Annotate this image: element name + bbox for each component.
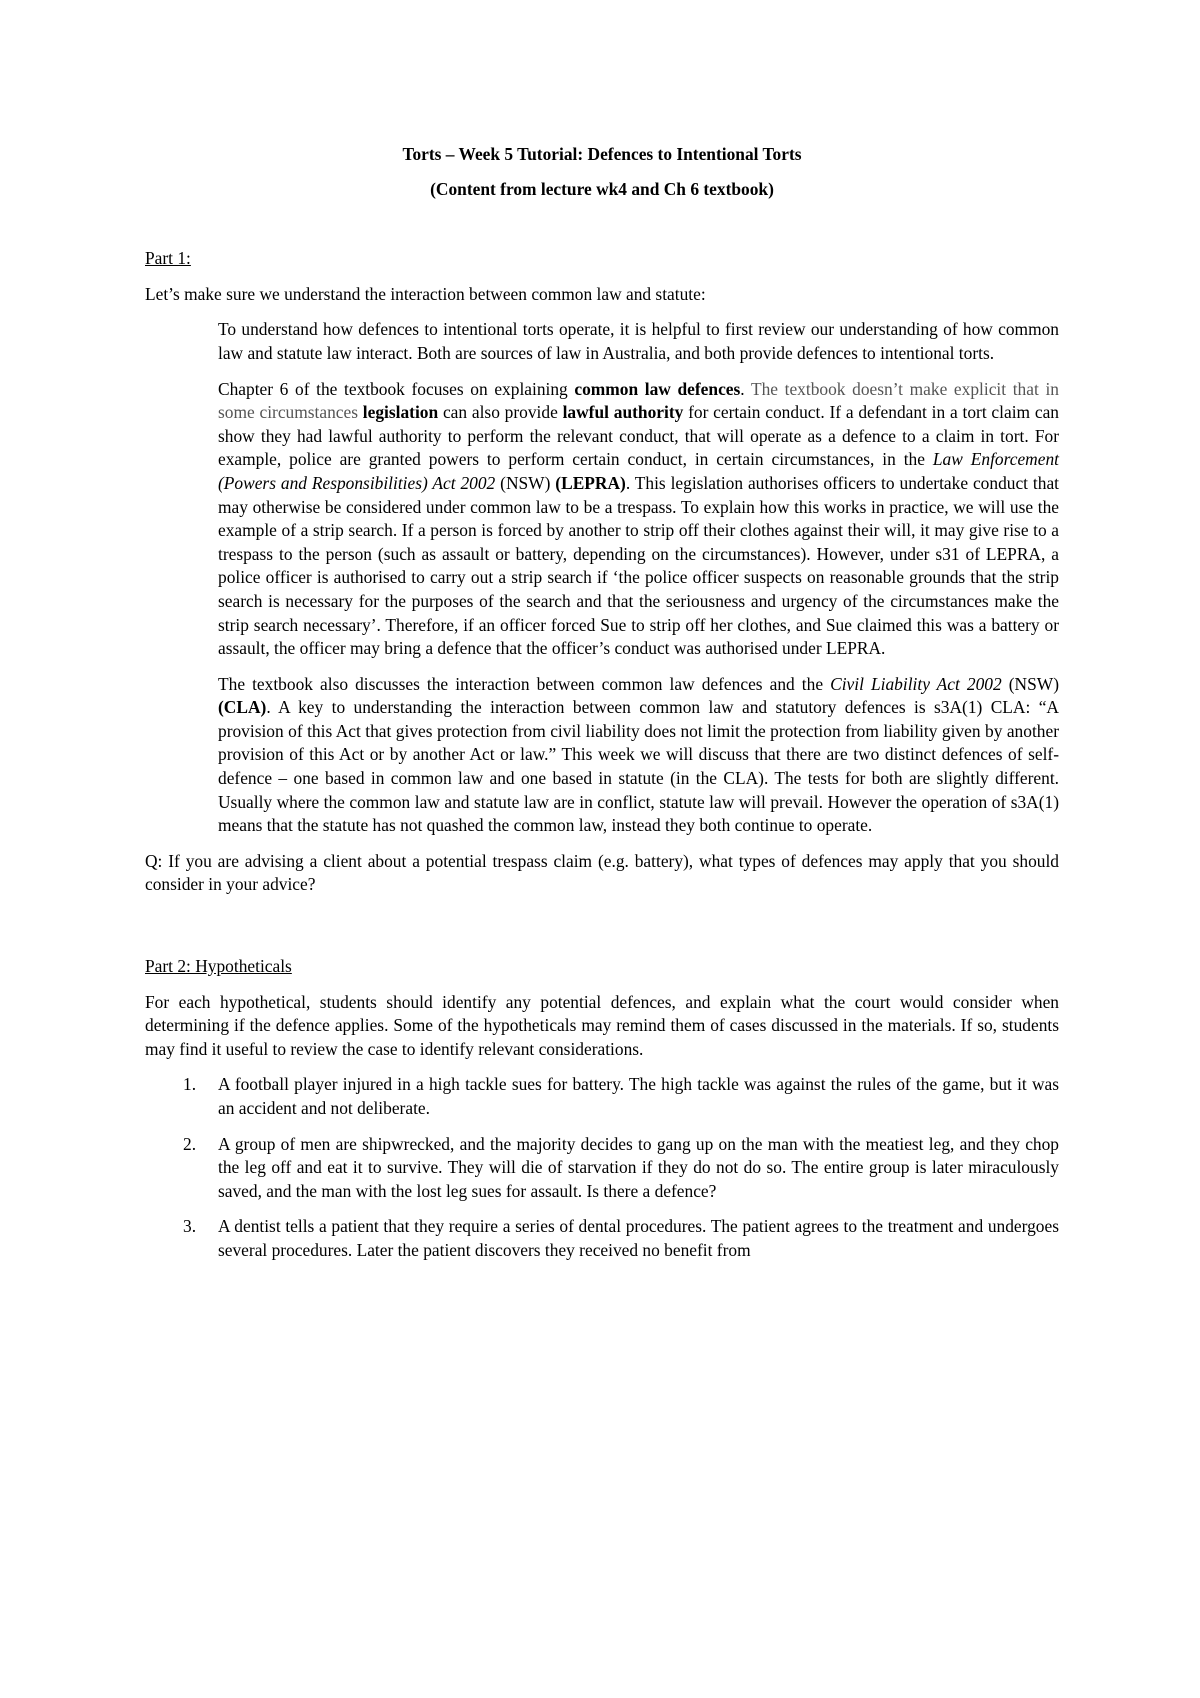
- list-item-text: A group of men are shipwrecked, and the majority decides to gang up on the man with the meatiest leg, and they chop the leg off and eat it to survive. They will die of starvation if they do not do so. The entire group is later miraculously saved, and the man with the lost leg sues for assault. Is there a defence?: [218, 1133, 1059, 1201]
- list-item: [145, 1215, 1059, 1262]
- para2-text-g: can also provide: [438, 402, 563, 423]
- para2-bold-lepra: (LEPRA): [555, 472, 626, 493]
- para3-text-c: (NSW): [1001, 673, 1059, 694]
- para2-italic-act-title: Law Enforcement (Powers and Responsibilities) Act 2002: [218, 449, 1059, 493]
- para3-italic-act-title: Civil Liability Act 2002: [830, 673, 1002, 694]
- part2-intro: For each hypothetical, students should identify any potential defences, and explain what the court would consider when determining if the defence applies. Some of the hypotheticals may remind them of cases discussed in the materials. If so, students may find it useful to review the case to identify relevant considerations.: [145, 991, 1059, 1059]
- list-item-number: 3.: [183, 1216, 197, 1237]
- para2-bold-legislation: legislation: [362, 402, 439, 423]
- para2-text-k: (NSW): [495, 472, 556, 493]
- part2-heading: Part 2: Hypotheticals: [145, 956, 292, 977]
- part1-paragraph-2: [218, 378, 1059, 661]
- hypotheticals-list: [145, 1073, 1059, 1262]
- para3-bold-cla: (CLA): [218, 697, 267, 718]
- list-item: [145, 1073, 1059, 1120]
- para2-text-i: for certain conduct. If a defendant in a tort claim can show they had lawful authority to perform the relevant conduct, that will operate as a defence to a claim in tort. For example, police are granted powers to perform certain conduct, in certain circumstances, in the: [218, 402, 1059, 470]
- para2-text-a: Chapter 6 of the textbook focuses on explaining: [218, 378, 575, 399]
- document-body: [145, 143, 1059, 1263]
- para2-grey-text: The textbook doesn’t make explicit that in some circumstances: [218, 378, 1059, 423]
- para2-text-c: .: [740, 378, 751, 399]
- para2-bold-common-law-defences: common law defences: [574, 378, 741, 399]
- para2-bold-lawful-authority: lawful authority: [562, 402, 684, 423]
- part1-intro: Let’s make sure we understand the interaction between common law and statute:: [145, 283, 706, 304]
- para3-text-e: . A key to understanding the interaction between common law and statutory defences is s3A(1) CLA: “A provision of this Act that gives protection from civil liability does not limit the protection from liability given by another provision of this Act or by another Act or law.” This week we will discuss that there are two distinct defences of self-defence – one based in common law and one based in statute (in the CLA). The tests for both are slightly different. Usually where the common law and statute law are in conflict, statute law will prevail. However the operation of s3A(1) means that the statute has not quashed the common law, instead they both continue to operate.: [218, 697, 1059, 836]
- part1-paragraph-1: To understand how defences to intentional torts operate, it is helpful to first review our understanding of how common law and statute law interact. Both are sources of law in Australia, and both provide defences to intentional torts.: [218, 319, 1059, 363]
- document-subtitle: (Content from lecture wk4 and Ch 6 textbook): [430, 178, 774, 199]
- document-title: Torts – Week 5 Tutorial: Defences to Intentional Torts: [402, 144, 802, 164]
- para2-text-m: . This legislation authorises officers to undertake conduct that may otherwise be considered under common law to be a trespass. To explain how this works in practice, we will use the example of a strip search. If a person is forced by another to strip off their clothes against their will, it may give rise to a trespass to the person (such as assault or battery, depending on the circumstances). However, under s31 of LEPRA, a police officer is authorised to carry out a strip search if ‘the police officer suspects on reasonable grounds that the strip search is necessary for the purposes of the search and that the seriousness and urgency of the circumstances make the strip search necessary’. Therefore, if an officer forced Sue to strip off her clothes, and Sue claimed this was a battery or assault, the officer may bring a defence that the officer’s conduct was authorised under LEPRA.: [218, 472, 1059, 659]
- part1-question: Q: If you are advising a client about a potential trespass claim (e.g. battery), what types of defences may apply that you should consider in your advice?: [145, 850, 1059, 895]
- part1-heading: Part 1:: [145, 248, 191, 269]
- para3-text-a: The textbook also discusses the interaction between common law defences and the: [218, 673, 831, 694]
- list-item-text: A dentist tells a patient that they require a series of dental procedures. The patient agrees to the treatment and undergoes several procedures. Later the patient discovers they received no benefit from: [218, 1216, 1059, 1260]
- list-item-number: 1.: [183, 1074, 197, 1095]
- list-item-text: A football player injured in a high tackle sues for battery. The high tackle was against the rules of the game, but it was an accident and not deliberate.: [218, 1074, 1059, 1118]
- list-item: [145, 1133, 1059, 1204]
- list-item-number: 2.: [183, 1133, 197, 1154]
- part1-paragraph-3: [218, 673, 1059, 838]
